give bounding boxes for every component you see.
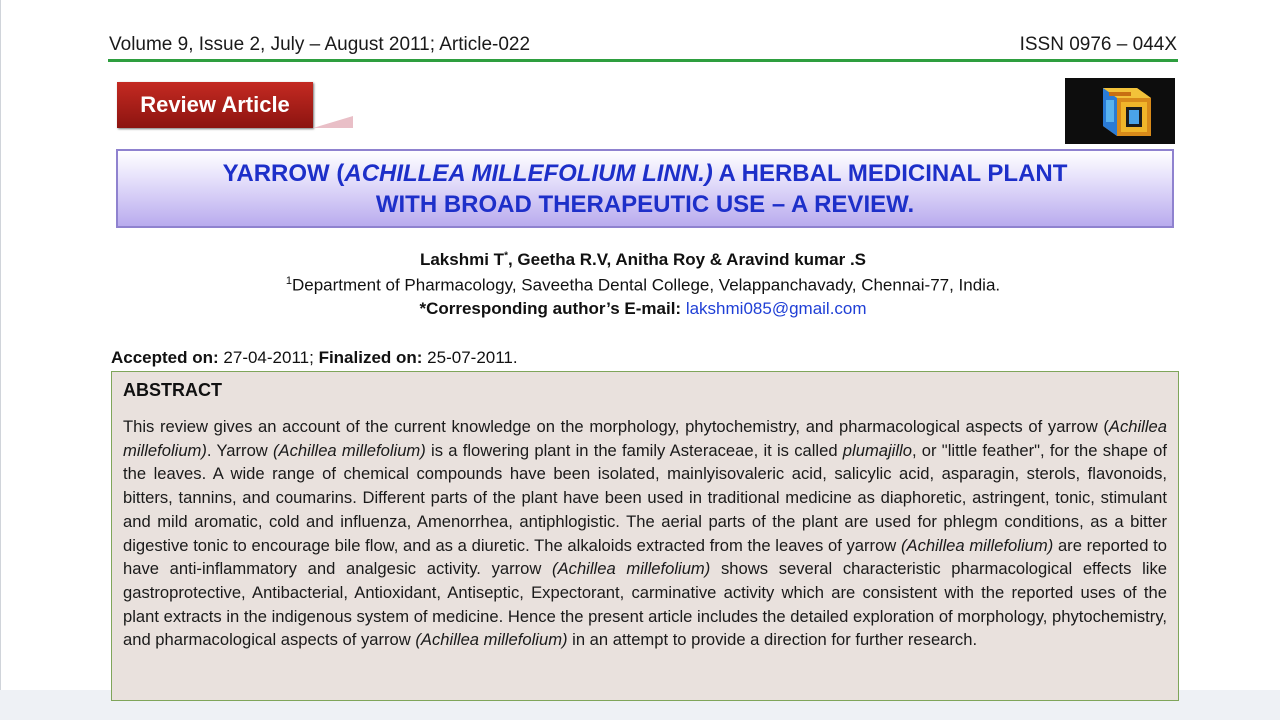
corresponding-label: *Corresponding author’s E-mail: (419, 299, 682, 318)
abstract-italic-term: (Achillea millefolium) (901, 535, 1054, 555)
badge-label: Review Article (140, 92, 290, 117)
abstract-italic-term: Achillea millefolium) (123, 417, 1167, 460)
title-line-2: WITH BROAD THERAPEUTIC USE – A REVIEW. (375, 190, 915, 218)
abstract-text-run: is a flowering plant in the family Asteraceae, it is called (425, 440, 843, 460)
abstract-text-run: in an attempt to provide a direction for further research. (567, 630, 978, 650)
title-species-name: ACHILLEA MILLEFOLIUM LINN.) (344, 159, 713, 187)
running-header (109, 32, 1177, 58)
abstract-text-run: shows several characteristic pharmacological effects like gastroprotective, Antibacterial, Antioxidant, Antiseptic, Expectorant, carminative activity which are consistent with the reported uses of the plant extracts in the indigenous system of medicine. Hence the present article includes the detailed exploration of morphology, phytochemistry, and pharmacological aspects of yarrow (123, 559, 1167, 650)
corresponding-author (1, 299, 1280, 319)
author-list: Lakshmi T*, Geetha R.V, Anitha Roy & Aravind kumar .S (419, 250, 867, 269)
affiliation: $^1$Department of Pharmacology, Saveetha Dental College, Velappanchavady, Chennai-77, India. (285, 275, 1001, 295)
abstract-italic-term: plumajillo (842, 440, 912, 460)
article-title (116, 149, 1174, 228)
abstract-text-run: . Yarrow (206, 440, 274, 460)
cube-logo-icon (1065, 78, 1175, 144)
abstract-text-run: are reported to have anti-inflammatory and analgesic activity. yarrow (123, 535, 1167, 579)
abstract-heading: ABSTRACT (123, 380, 222, 400)
issn: ISSN 0976 – 044X (1019, 34, 1177, 55)
volume-info: Volume 9, Issue 2, July – August 2011; Article-022 (109, 34, 531, 55)
abstract-italic-term: (Achillea millefolium) (273, 440, 426, 460)
abstract-text (123, 415, 1167, 652)
title-line-1: YARROW (ACHILLEA MILLEFOLIUM LINN.) A HERBAL MEDICINAL PLANT (222, 159, 1068, 187)
abstract-text-run: This review gives an account of the current knowledge on the morphology, phytochemistry, and pharmacological aspects of yarrow ( (123, 417, 1109, 436)
email-link[interactable]: lakshmi085@gmail.com (685, 299, 867, 318)
abstract-italic-term: (Achillea millefolium) (552, 559, 711, 579)
abstract-text-run: , or "little feather", for the shape of the leaves. A wide range of chemical compounds have been isolated, mainlyisovaleric acid, salicylic acid, asparagin, sterols, flavonoids, bitters, tannins, and coumarins. Different parts of the plant have been used in traditional medicine as diaphoretic, astringent, tonic, stimulant and mild aromatic, cold and influenza, Amenorrhea, antiphlogistic. The aerial parts of the plant are used for phlegm conditions, as a bitter digestive tonic to encourage bile flow, and as a diuretic. The alkaloids extracted from the leaves of yarrow (123, 440, 1168, 555)
abstract-box (111, 371, 1179, 701)
article-dates: Accepted on: 27-04-2011; Finalized on: 25-07-2011. (111, 348, 518, 367)
header-rule (108, 59, 1178, 62)
badge-tail-decoration (313, 104, 353, 128)
review-article-badge (117, 82, 313, 128)
abstract-italic-term: (Achillea millefolium) (415, 630, 568, 650)
